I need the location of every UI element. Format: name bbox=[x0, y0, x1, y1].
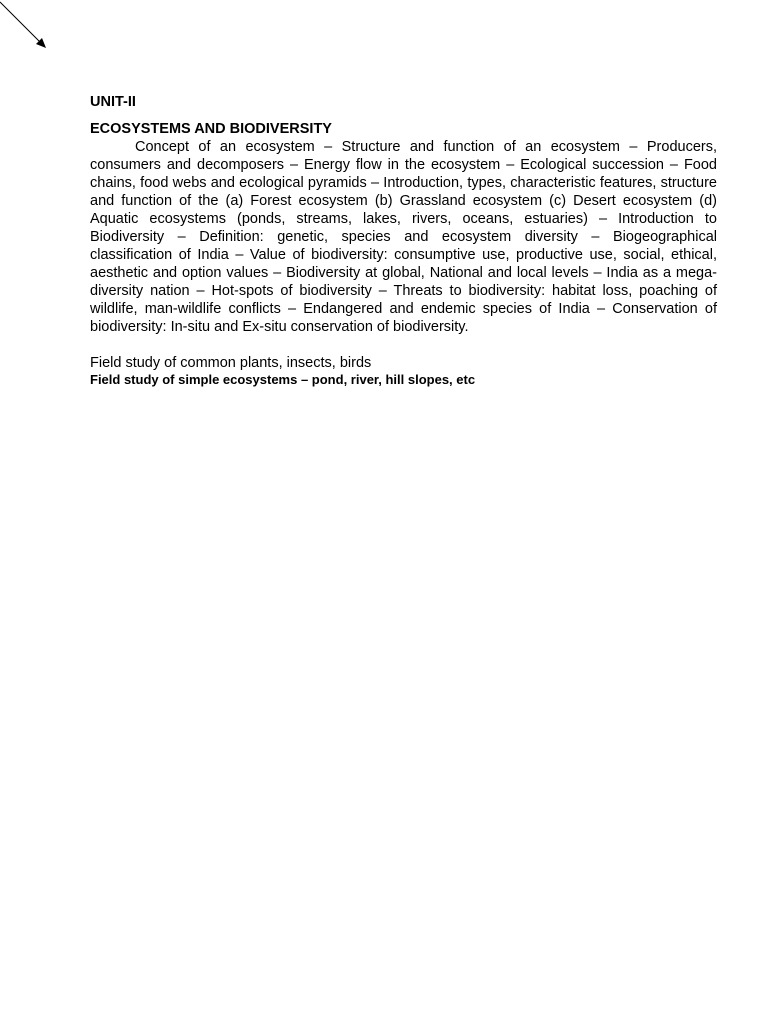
section-heading: ECOSYSTEMS AND BIODIVERSITY bbox=[90, 121, 332, 137]
field-study-ecosystems: Field study of simple ecosystems – pond, river, hill slopes, etc bbox=[90, 372, 476, 387]
corner-arrow-icon bbox=[0, 0, 50, 50]
document-body bbox=[90, 93, 717, 388]
field-study-common: Field study of common plants, insects, birds bbox=[90, 355, 372, 371]
unit-heading: UNIT-II bbox=[90, 94, 136, 110]
syllabus-paragraph: Concept of an ecosystem – Structure and function of an ecosystem – Producers, consumers and decomposers – Energy flow in the ecosystem – Ecological succession – Food chains, food webs and ecological pyramids – Introduction, types, characteristic features, structure and function of the (a) Forest ecosystem (b) Grassland ecosystem (c) Desert ecosystem (d) Aquatic ecosystems (ponds, streams, lakes, rivers, oceans, estuaries) – Introduction to Biodiversity – Definition: genetic, species and ecosystem diversity – Biogeographical classification of India – Value of biodiversity: consumptive use, productive use, social, ethical, aesthetic and option values – Biodiversity at global, National and local levels – India as a mega-diversity nation – Hot-spots of biodiversity – Threats to biodiversity: habitat loss, poaching of wildlife, man-wildlife conflicts – Endangered and endemic species of India – Conservation of biodiversity: In-situ and Ex-situ conservation of biodiversity. bbox=[90, 139, 717, 335]
